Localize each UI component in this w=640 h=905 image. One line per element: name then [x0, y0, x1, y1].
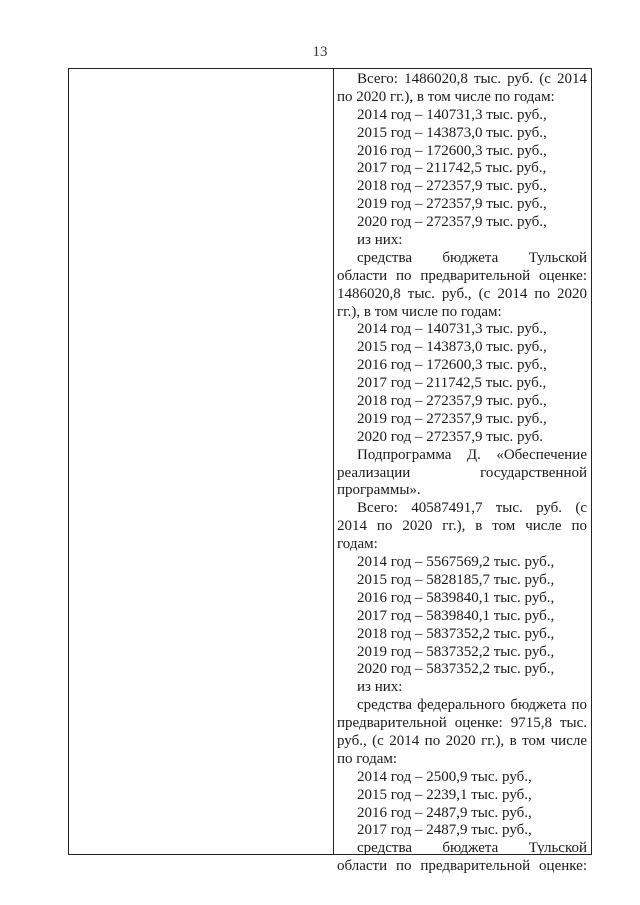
text-line: Подпрограмма Д. «Обеспечение: [357, 446, 587, 463]
text-line: 2020 год – 5837352,2 тыс. руб.,: [357, 661, 555, 678]
text-line: 2019 год – 272357,9 тыс. руб.,: [357, 196, 547, 213]
text-line: 2014 по 2020 гг.), в том числе по: [337, 518, 587, 535]
text-line: 2014 год – 140731,3 тыс. руб.,: [357, 321, 547, 338]
table-right-cell: [337, 71, 587, 876]
text-line: 2014 год – 2500,9 тыс. руб.,: [357, 768, 532, 785]
text-line: области по предварительной оценке:: [337, 858, 587, 875]
text-line: реализации государственной: [337, 464, 587, 481]
text-line: 2015 год – 2239,1 тыс. руб.,: [357, 786, 532, 803]
text-line: 2019 год – 5837352,2 тыс. руб.,: [357, 643, 555, 660]
text-line: из них:: [357, 232, 403, 249]
text-line: по 2020 гг.), в том числе по годам:: [337, 88, 555, 105]
text-line: средства бюджета Тульской: [357, 249, 587, 266]
page-number: 13: [312, 44, 328, 60]
text-line: 2020 год – 272357,9 тыс. руб.: [357, 428, 544, 445]
column-divider: [333, 69, 334, 854]
text-line: средства бюджета Тульской: [357, 840, 587, 857]
text-line: 2017 год – 2487,9 тыс. руб.,: [357, 822, 532, 839]
text-line: гг.), в том числе по годам:: [337, 303, 502, 320]
text-line: 2016 год – 172600,3 тыс. руб.,: [357, 142, 547, 159]
text-line: 2017 год – 5839840,1 тыс. руб.,: [357, 607, 555, 624]
text-line: 2020 год – 272357,9 тыс. руб.,: [357, 214, 547, 231]
text-line: программы».: [337, 482, 421, 499]
table-left-cell: [69, 69, 333, 854]
text-line: годам:: [337, 536, 378, 553]
text-line: Всего: 1486020,8 тыс. руб. (с 2014: [357, 71, 587, 87]
text-line: 1486020,8 тыс. руб., (с 2014 по 2020: [337, 285, 587, 302]
text-line: 2015 год – 143873,0 тыс. руб.,: [357, 339, 547, 356]
text-line: по годам:: [337, 750, 398, 767]
text-line: из них:: [357, 679, 403, 696]
text-line: 2018 год – 272357,9 тыс. руб.,: [357, 393, 547, 410]
text-line: средства федерального бюджета по: [357, 697, 587, 714]
text-line: 2017 год – 211742,5 тыс. руб.,: [357, 160, 547, 177]
text-line: 2016 год – 5839840,1 тыс. руб.,: [357, 589, 555, 606]
text-line: Всего: 40587491,7 тыс. руб. (с: [357, 500, 587, 517]
text-line: 2015 год – 5828185,7 тыс. руб.,: [357, 571, 555, 588]
text-line: 2017 год – 211742,5 тыс. руб.,: [357, 375, 547, 392]
text-line: 2016 год – 2487,9 тыс. руб.,: [357, 804, 532, 821]
text-line: 2018 год – 5837352,2 тыс. руб.,: [357, 625, 555, 642]
text-line: 2014 год – 5567569,2 тыс. руб.,: [357, 554, 555, 571]
text-line: 2018 год – 272357,9 тыс. руб.,: [357, 178, 547, 195]
text-line: предварительной оценке: 9715,8 тыс.: [337, 715, 587, 732]
text-line: 2014 год – 140731,3 тыс. руб.,: [357, 106, 547, 123]
funding-table: [68, 68, 592, 875]
text-line: 2015 год – 143873,0 тыс. руб.,: [357, 124, 547, 141]
text-line: руб., (с 2014 по 2020 гг.), в том числе: [337, 732, 587, 749]
text-line: 2019 год – 272357,9 тыс. руб.,: [357, 410, 547, 427]
text-line: области по предварительной оценке:: [337, 267, 587, 284]
text-line: 2016 год – 172600,3 тыс. руб.,: [357, 357, 547, 374]
